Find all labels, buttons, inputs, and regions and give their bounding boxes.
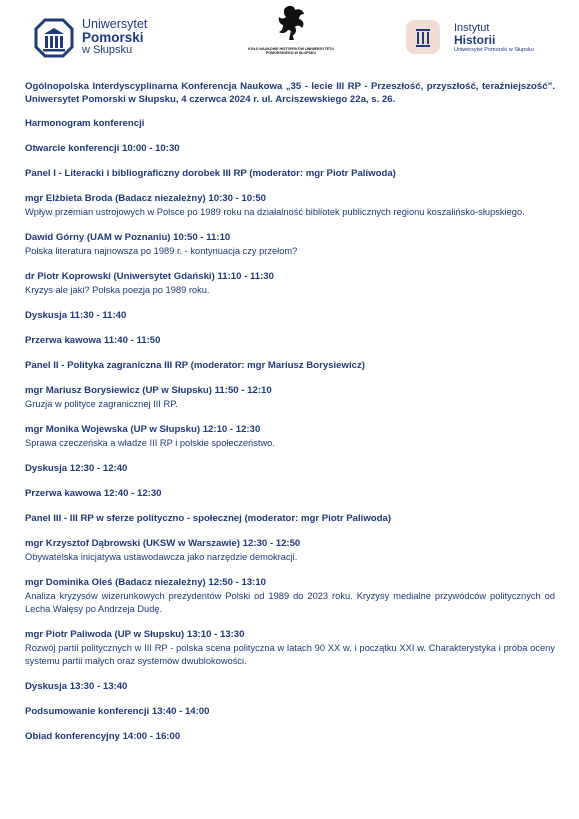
institute-name-line3: Uniwersytet Pomorski w Słupsku (454, 47, 534, 53)
schedule-item-title: Podsumowanie konferencji 13:40 - 14:00 (25, 706, 210, 717)
schedule-list (25, 117, 555, 743)
institute-name-line1: Instytut (454, 22, 490, 34)
schedule-item-title: Przerwa kawowa 11:40 - 11:50 (25, 335, 161, 346)
schedule-item (25, 192, 555, 219)
schedule-item-title: mgr Piotr Paliwoda (UP w Słupsku) 13:10 - 13:30 (25, 629, 245, 640)
university-name-line3: w Słupsku (82, 44, 133, 56)
column-icon (406, 20, 440, 54)
schedule-item-title: dr Piotr Koprowski (Uniwersytet Gdański) 11:10 - 11:30 (25, 271, 274, 282)
schedule-item (25, 487, 555, 500)
schedule-item (25, 680, 555, 693)
schedule-item (25, 730, 555, 743)
schedule-item (25, 359, 555, 372)
institute-logo (406, 18, 546, 60)
schedule-item-title: Panel I - Literacki i bibliograficzny dorobek III RP (moderator: mgr Piotr Paliwoda) (25, 168, 396, 179)
schedule-item (25, 576, 555, 616)
schedule-item (25, 512, 555, 525)
schedule-item-title: mgr Monika Wojewska (UP w Słupsku) 12:10 - 12:30 (25, 424, 261, 435)
student-circle-name: KOŁO NAUKOWE HISTORYKÓW UNIWERSYTETU POMORSKIEGO W SŁUPSKU (248, 47, 334, 56)
university-name-line1: Uniwersytet (82, 17, 148, 31)
schedule-item-title: Otwarcie konferencji 10:00 - 10:30 (25, 143, 180, 154)
schedule-item (25, 423, 555, 450)
schedule-item (25, 142, 555, 155)
schedule-item (25, 117, 555, 130)
schedule-item (25, 270, 555, 297)
conference-intro: Ogólnopolska Interdyscyplinarna Konferencja Naukowa „35 - lecie III RP - Przeszłość, przyszłość, teraźniejszość”. Uniwersytet Pomorski w Słupsku, 4 czerwca 2024 r. ul. Arciszewskiego 22a, s. 26. (25, 81, 555, 105)
schedule-item-title: Dyskusja 11:30 - 11:40 (25, 310, 127, 321)
schedule-item-title: mgr Mariusz Borysiewicz (UP w Słupsku) 11:50 - 12:10 (25, 385, 272, 396)
university-logo (34, 18, 164, 62)
schedule-item-title: Panel III - III RP w sferze polityczno - społecznej (moderator: mgr Piotr Paliwoda) (25, 513, 392, 524)
schedule-item-title: Harmonogram konferencji (25, 118, 145, 129)
page-header (0, 0, 579, 70)
student-circle-logo (246, 4, 336, 66)
schedule-item-title: Panel II - Polityka zagraniczna III RP (moderator: mgr Mariusz Borysiewicz) (25, 360, 365, 371)
schedule-item (25, 705, 555, 718)
schedule-item-title: mgr Dominika Oleś (Badacz niezależny) 12:50 - 13:10 (25, 577, 267, 588)
building-icon (34, 18, 74, 58)
schedule-item-description: Wpływ przemian ustrojowych w Polsce po 1989 roku na działalność bibliotek publicznych regionu koszalińsko-słupskiego. (25, 207, 525, 217)
schedule-item (25, 462, 555, 475)
schedule-item-title: Dyskusja 12:30 - 12:40 (25, 463, 128, 474)
document-body (25, 80, 555, 755)
griffin-icon (271, 4, 311, 42)
schedule-item (25, 167, 555, 180)
schedule-item (25, 334, 555, 347)
schedule-item-title: mgr Elżbieta Broda (Badacz niezależny) 10:30 - 10:50 (25, 193, 266, 204)
schedule-item-description: Sprawa czeczeńska a władze III RP i polskie społeczeństwo. (25, 438, 275, 448)
schedule-item (25, 231, 555, 258)
schedule-item-description: Gruzja w polityce zagranicznej III RP. (25, 399, 178, 409)
schedule-item-description: Analiza kryzysów wizerunkowych prezydentów Polski od 1989 do 2023 roku. Kryzysy medialne przywódców politycznych od Lecha Wałęsy po Andrzeja Dudę. (25, 591, 555, 614)
schedule-item (25, 628, 555, 668)
schedule-item-title: mgr Krzysztof Dąbrowski (UKSW w Warszawie) 12:30 - 12:50 (25, 538, 301, 549)
schedule-item-title: Obiad konferencyjny 14:00 - 16:00 (25, 731, 181, 742)
institute-name-line2: Historii (454, 33, 496, 47)
schedule-item-title: Dawid Górny (UAM w Poznaniu) 10:50 - 11:10 (25, 232, 231, 243)
schedule-item-description: Obywatelska inicjatywa ustawodawcza jako narzędzie demokracji. (25, 552, 298, 562)
university-name-line2: Pomorski (82, 30, 144, 45)
schedule-item-description: Polska literatura najnowsza po 1989 r. - kontynuacja czy przełom? (25, 246, 298, 256)
schedule-item (25, 309, 555, 322)
schedule-item (25, 384, 555, 411)
schedule-item-title: Przerwa kawowa 12:40 - 12:30 (25, 488, 162, 499)
schedule-item-description: Kryzys ale jaki? Polska poezja po 1989 roku. (25, 285, 210, 295)
schedule-item-description: Rozwój partii politycznych w III RP - polska scena polityczna w latach 90 XX w. i początku XXI w. Charakterystyka i próba oceny systemu partii małych oraz systemów dwublokowości. (25, 643, 555, 666)
schedule-item (25, 537, 555, 564)
schedule-item-title: Dyskusja 13:30 - 13:40 (25, 681, 128, 692)
